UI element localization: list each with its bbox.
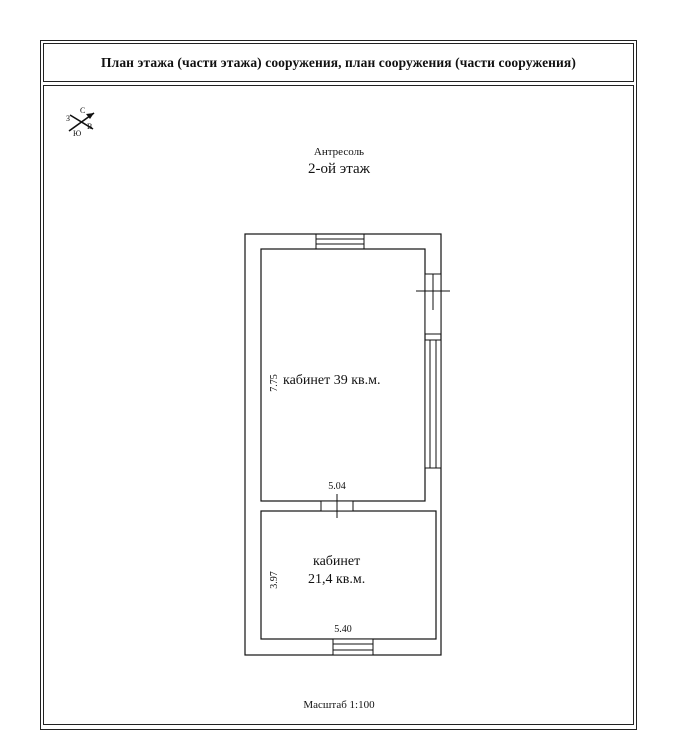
window-top (316, 234, 364, 249)
room-2-width: 5.40 (334, 624, 352, 635)
room-1-width: 5.04 (328, 481, 346, 492)
compass-west-label: З (66, 114, 71, 123)
compass-east-label: В (87, 122, 93, 131)
room-2-length: 3.97 (269, 571, 280, 589)
room-1-length: 7.75 (269, 374, 280, 392)
room-2-name-line1: кабинет (313, 554, 361, 569)
drawing-title: План этажа (части этажа) сооружения, план сооружения (части сооружения) (43, 43, 634, 82)
window-right (425, 340, 441, 468)
compass-rose-icon (66, 106, 94, 138)
door-right (416, 274, 450, 334)
floor-title: 2-ой этаж (308, 161, 370, 177)
building-outline (245, 234, 441, 655)
compass-north-label: С (80, 106, 86, 115)
room-2-name-line2: 21,4 кв.м. (308, 572, 366, 587)
compass-south-label: Ю (73, 129, 82, 138)
room-1-name: кабинет 39 кв.м. (283, 373, 381, 388)
window-bottom (333, 639, 373, 655)
scale-label: Масштаб 1:100 (303, 699, 375, 711)
door-internal (321, 494, 353, 518)
floor-subtitle: Антресоль (313, 146, 365, 158)
